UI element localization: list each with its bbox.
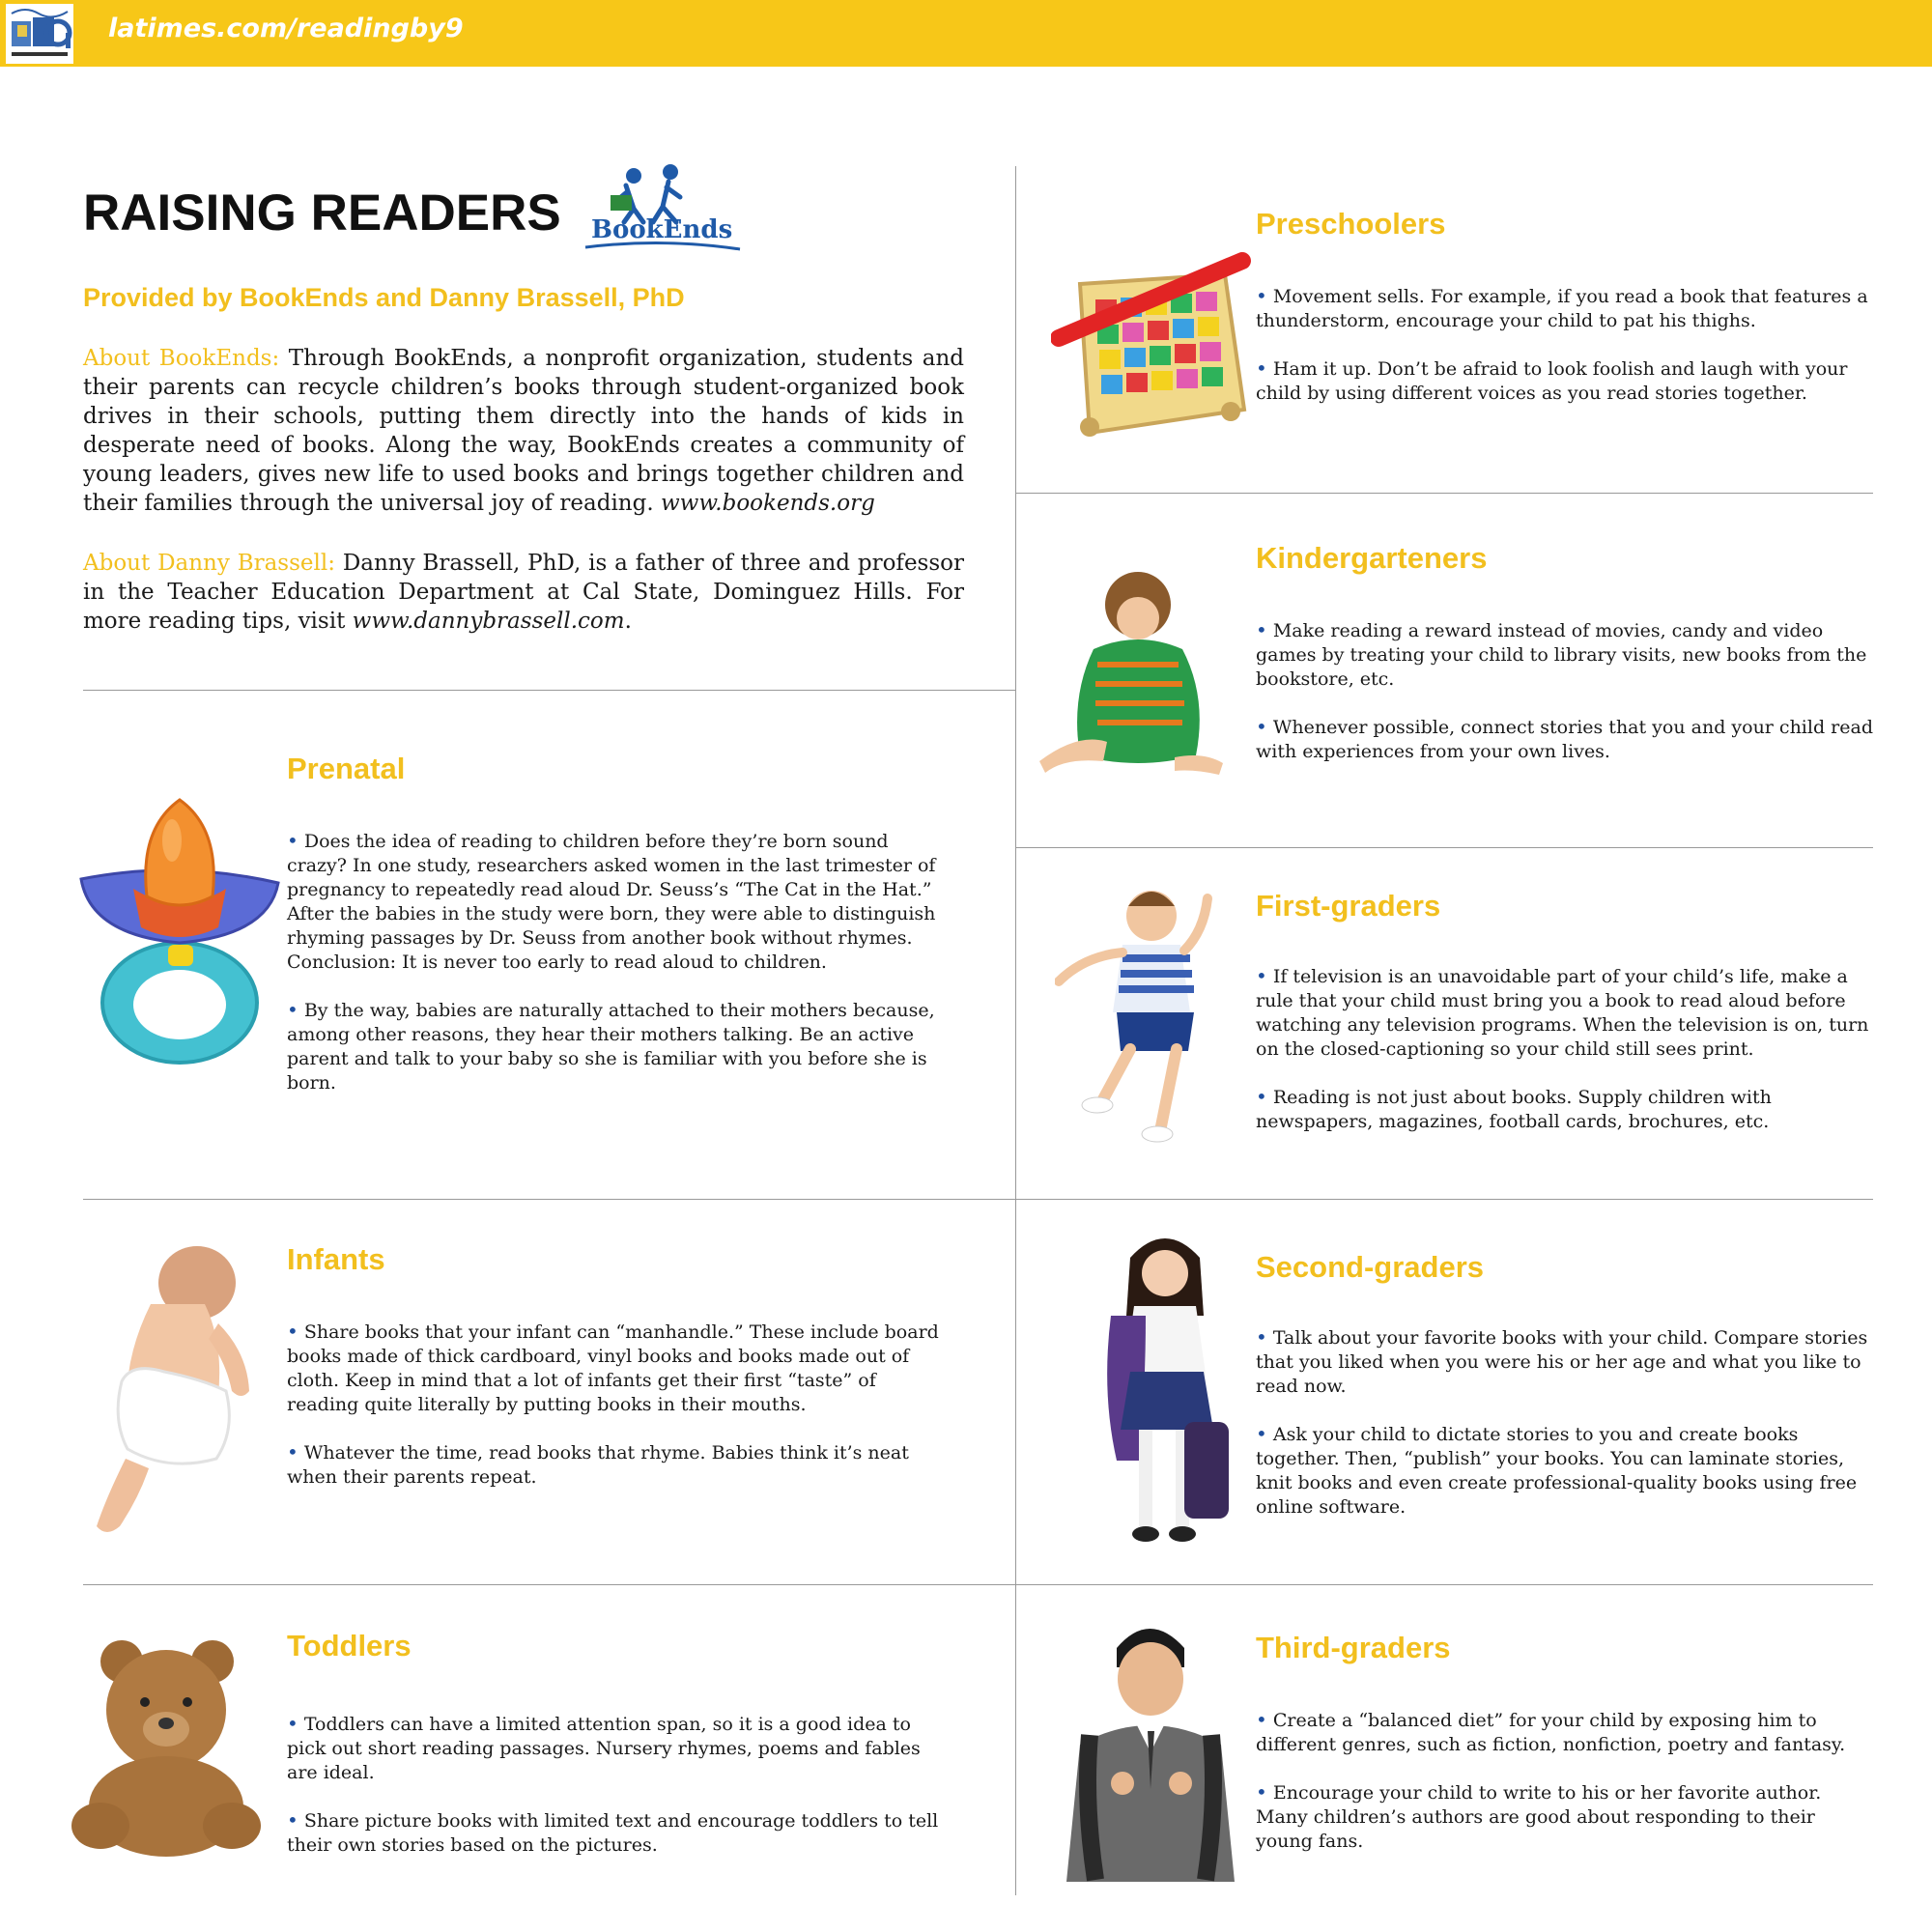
page-title: RAISING READERS [83,185,561,242]
bullet-icon: • [287,1808,298,1832]
tip-text: Ask your child to dictate stories to you and create books together. Then, “publish” your books. You can laminate stories, knit books and even create professional-quality books using free online software. [1256,1424,1858,1518]
about-bookends-label: About BookEnds: [83,346,280,371]
pacifier-image [75,782,284,1072]
prenatal-heading: Prenatal [287,752,406,785]
tip-item [287,998,944,1095]
divider-rule [1015,1584,1873,1585]
prenatal-tips [287,829,944,1119]
bullet-icon: • [1256,1422,1267,1445]
tip-text: Toddlers can have a limited attention span, so it is a good idea to pick out short reading passages. Nursery rhymes, poems and fables are ideal. [287,1714,921,1783]
bullet-icon: • [287,1320,298,1343]
first-graders-tips [1256,964,1874,1157]
tip-text: Create a “balanced diet” for your child by exposing him to different genres, such as fiction, nonfiction, poetry and fantasy. [1256,1710,1846,1755]
girl-with-backpack-image [1092,1229,1236,1553]
bullet-icon: • [1256,356,1267,380]
reading-by-9-logo[interactable] [6,4,73,64]
tip-text: By the way, babies are naturally attached to their mothers because, among other reasons, they hear their mothers talking. Be an active parent and talk to your baby so she is familiar with you before she is born. [287,1000,935,1094]
bookends-url-link[interactable]: www.bookends.org [660,491,875,516]
bullet-icon: • [1256,964,1267,987]
divider-rule [1015,1199,1873,1200]
dannybrassell-url-link[interactable]: www.dannybrassell.com [352,609,625,634]
tip-text: If television is an unavoidable part of your child’s life, make a rule that your child must bring you a book to read aloud before watching any television programs. When the television is on, turn on the closed-captioning so your child still sees print. [1256,966,1869,1060]
tip-text: Make reading a reward instead of movies, candy and video games by treating your child to library visits, new books from the bookstore, etc. [1256,620,1867,690]
tip-text: Talk about your favorite books with your child. Compare stories that you liked when you were his or her age and what you like to read now. [1256,1327,1868,1397]
about-danny-paragraph [83,549,964,636]
infants-tips [287,1320,944,1513]
divider-rule [83,690,1015,691]
third-graders-heading: Third-graders [1256,1631,1451,1664]
tip-text: Reading is not just about books. Supply children with newspapers, magazines, football cards, brochures, etc. [1256,1087,1772,1132]
tip-text: Ham it up. Don’t be afraid to look foolish and laugh with your child by using different voices as you read stories together. [1256,358,1848,404]
preschoolers-tips [1256,284,1874,429]
toddlers-tips [287,1712,944,1881]
tip-text: Whenever possible, connect stories that you and your child read with experiences from your own lives. [1256,717,1873,762]
bullet-icon: • [287,829,298,852]
about-danny-end: . [624,609,632,634]
tip-item [1256,284,1874,333]
tip-text: Share picture books with limited text and encourage toddlers to tell their own stories based on the pictures. [287,1810,939,1856]
about-danny-text: Danny Brassell, PhD, is a father of three and professor in the Teacher Education Department at Cal State, Dominguez Hills. For more reading tips, visit [83,551,965,634]
tip-item [287,1808,944,1858]
bullet-icon: • [1256,284,1267,307]
bullet-icon: • [1256,1708,1267,1731]
tip-item [287,829,944,975]
crawling-baby-image [83,1236,276,1538]
third-graders-tips [1256,1708,1874,1877]
tip-item [287,1712,944,1785]
divider-rule [83,1584,1015,1585]
site-url-link[interactable]: latimes.com/readingby9 [108,14,464,43]
bullet-icon: • [1256,1780,1267,1804]
alphabet-blocks-toy-image [1051,245,1252,439]
tip-item [287,1440,944,1490]
second-graders-heading: Second-graders [1256,1250,1485,1284]
tip-item [287,1320,944,1417]
tip-item [1256,1085,1874,1134]
boy-in-uniform-image [1061,1619,1240,1882]
preschoolers-heading: Preschoolers [1256,207,1446,241]
tip-item [1256,1325,1874,1399]
tip-text: Does the idea of reading to children before they’re born sound crazy? In one study, researchers asked women in the last trimester of pregnancy to repeatedly read aloud Dr. Seuss’s “The Cat in the Hat.” After the babies in the study were born, they were able to distinguish rhyming passages by Dr. Seuss from another book without rhymes. Conclusion: It is never too early to read aloud to children. [287,831,936,973]
tip-item [1256,1780,1874,1854]
tip-item [1256,715,1874,764]
tip-item [1256,964,1874,1062]
child-drawing-image [1030,568,1233,784]
bullet-icon: • [1256,715,1267,738]
first-graders-heading: First-graders [1256,889,1441,923]
jumping-boy-image [1055,877,1238,1167]
infants-heading: Infants [287,1242,385,1276]
tip-text: Movement sells. For example, if you read a book that features a thunderstorm, encourage your child to pat his thighs. [1256,286,1868,331]
bullet-icon: • [287,1712,298,1735]
about-bookends-paragraph [83,344,964,518]
bookends-logo-text: BookEnds [591,215,733,244]
tip-text: Share books that your infant can “manhandle.” These include board books made of thick cardboard, vinyl books and books made out of cloth. Keep in mind that a lot of infants get their first “taste” of reading quite literally by putting books in their mouths. [287,1321,939,1415]
second-graders-tips [1256,1325,1874,1543]
bullet-icon: • [287,1440,298,1463]
tip-text: Encourage your child to write to his or her favorite author. Many children’s authors are good about responding to their young fans. [1256,1782,1822,1852]
bullet-icon: • [1256,1325,1267,1349]
tip-item [1256,618,1874,692]
bullet-icon: • [1256,618,1267,641]
kindergarteners-heading: Kindergarteners [1256,541,1488,575]
divider-rule [1015,847,1873,848]
tip-item [1256,356,1874,406]
bullet-icon: • [1256,1085,1267,1108]
tip-text: Whatever the time, read books that rhyme. Babies think it’s neat when their parents repeat. [287,1442,909,1488]
bookends-logo [578,162,742,253]
kindergarteners-tips [1256,618,1874,787]
about-bookends-text: Through BookEnds, a nonprofit organization, students and their parents can recycle children’s books through student-organized book drives in their schools, putting them directly into the hands of kids in desperate need of books. Along the way, BookEnds creates a community of young leaders, gives new life to used books and brings together children and their families through the universal joy of reading. [83,346,964,516]
tip-item [1256,1708,1874,1757]
header-bar [0,0,1932,67]
tip-item [1256,1422,1874,1520]
toddlers-heading: Toddlers [287,1629,412,1662]
about-danny-label: About Danny Brassell: [83,551,335,576]
divider-rule [83,1199,1015,1200]
teddy-bear-image [62,1633,274,1861]
bullet-icon: • [287,998,298,1021]
column-divider [1015,166,1016,1895]
provided-by-line: Provided by BookEnds and Danny Brassell, PhD [83,283,685,312]
divider-rule [1015,493,1873,494]
